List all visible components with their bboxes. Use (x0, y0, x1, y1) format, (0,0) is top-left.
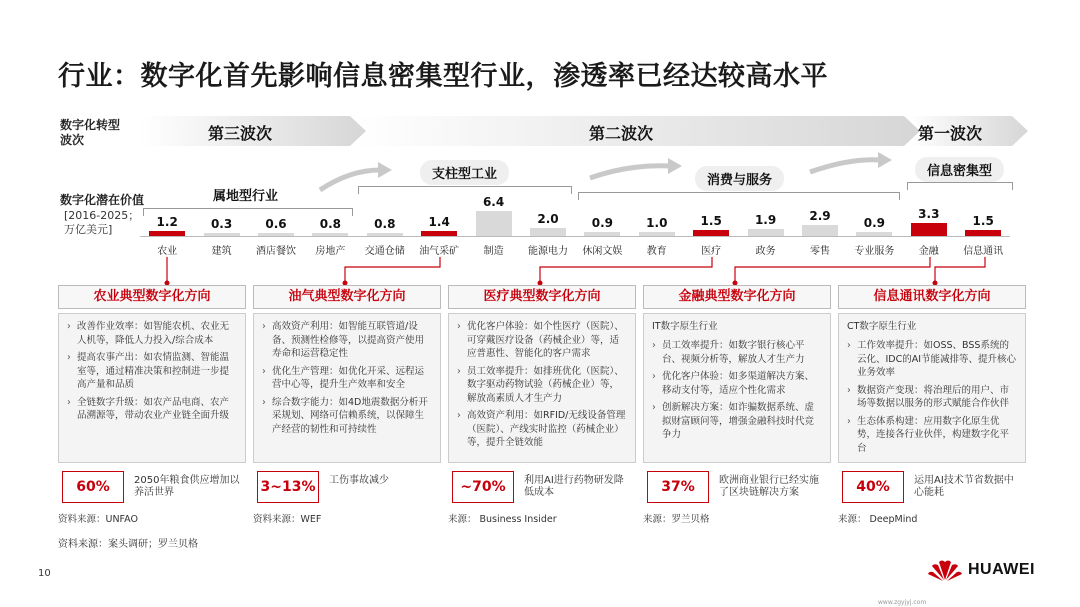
wave-arrow-band (140, 114, 1030, 150)
card-bullet-list (449, 314, 635, 450)
stat-value: ~70% (452, 471, 514, 503)
potential-value-chart (140, 186, 1030, 258)
wave-third-label: 第三波次 (208, 124, 273, 143)
stat-description: 2050年粮食供应增加以养活世界 (134, 475, 240, 498)
card-title: 信息通讯数字化方向 (838, 285, 1026, 309)
stat-value: 37% (647, 471, 709, 503)
category-label: 专业服务 (854, 246, 895, 257)
card-source: 来源： DeepMind (838, 514, 918, 525)
category-label: 能源电力 (528, 246, 568, 257)
card-source: 资料来源：WEF (253, 514, 322, 525)
bar-value-label: 3.3 (918, 207, 940, 222)
stat-description: 利用AI进行药物研发降低成本 (524, 475, 624, 498)
card-bullet-list (839, 333, 1025, 455)
wave-second-label: 第二波次 (589, 124, 654, 143)
bar-value-label: 0.8 (319, 216, 342, 231)
group-label-consumer: 消费与服务 (695, 166, 784, 191)
wave-label: 数字化转型 波次 (60, 118, 121, 147)
stat-value: 40% (842, 471, 904, 503)
category-label: 金融 (918, 246, 939, 257)
logo-text: HUAWEI (968, 561, 1035, 578)
stat-description: 工伤事故减少 (329, 475, 389, 486)
group-label-asset: 属地型行业 (213, 189, 279, 204)
wave-first-label: 第一波次 (918, 124, 983, 143)
card-bullet: › 高效资产利用：如RFID/无线设备管理（医院）、产线实时监控（药械企业）等，提升全链效能 (457, 409, 627, 450)
potential-sub-2: 万亿美元] (64, 223, 113, 236)
category-label: 油气采矿 (419, 246, 460, 257)
card-bullet: › 员工效率提升：如排班优化（医院）、数字驱动药物试验（药械企业）等，解放高素质人才生产力 (457, 365, 627, 406)
category-label: 教育 (646, 246, 667, 257)
stat-description: 欧洲商业银行已经实施了区块链解决方案 (719, 475, 819, 498)
card-bullet: › 优化客户体验：如多渠道解决方案、移动支付等，适应个性化需求 (652, 370, 822, 397)
page-number: 10 (38, 568, 51, 579)
card-bullet-list (254, 314, 440, 436)
card-body (58, 313, 246, 463)
card-body (643, 313, 831, 463)
category-label: 医疗 (701, 246, 722, 257)
category-label: 制造 (483, 246, 504, 257)
card-source: 来源： Business Insider (448, 514, 557, 525)
huawei-flower-icon (928, 558, 962, 582)
bar-value-label: 0.8 (374, 216, 396, 231)
category-label: 信息通讯 (963, 246, 1004, 257)
watermark-text: www.zgyjyj.com (878, 599, 927, 606)
bar-value-label: 1.5 (700, 214, 722, 229)
card-bullet: › 全链数字升级：如农产品电商、农产品溯源等，带动农业产业链全面升级 (67, 396, 237, 423)
bar-value-label: 1.0 (646, 216, 668, 231)
category-label: 交通仓储 (364, 246, 405, 257)
card-bullet: › 提高农事产出：如农情监测、智能温室等，通过精准决策和控制进一步提高产量和品质 (67, 351, 237, 392)
card-lead: IT数字原生行业 (652, 321, 718, 332)
group-label-pillar: 支柱型工业 (420, 160, 509, 185)
card-body (838, 313, 1026, 463)
bar-11 (748, 229, 784, 236)
bar-value-label: 0.9 (863, 216, 886, 231)
chart-baseline (140, 236, 1010, 237)
category-label: 建筑 (211, 246, 232, 257)
card-bullet: › 员工效率提升：如数字银行核心平台、视频分析等，解放人才生产力 (652, 339, 822, 366)
card-title: 医疗典型数字化方向 (448, 285, 636, 309)
bar-value-label: 0.3 (210, 217, 233, 231)
bar-value-label: 2.9 (809, 208, 831, 223)
card-lead: CT数字原生行业 (847, 321, 917, 332)
stat-value: 3~13% (257, 471, 319, 503)
category-label: 政务 (755, 246, 776, 257)
bar-7 (530, 228, 566, 236)
bar-value-label: 1.4 (428, 214, 450, 229)
page-title: 行业：数字化首先影响信息密集型行业，渗透率已经达较高水平 (58, 61, 828, 92)
bar-12 (802, 225, 838, 236)
bar-6 (476, 211, 512, 236)
card-bullet: › 生态体系构建：应用数字化原生优势，连接各行业伙伴，构建数字化平台 (847, 415, 1017, 456)
group-label-info: 信息密集型 (915, 157, 1004, 182)
card-bullet: › 改善作业效率：如智能农机、农业无人机等，降低人力投入/综合成本 (67, 320, 237, 347)
card-body (448, 313, 636, 463)
card-bullet-list (59, 314, 245, 423)
category-label: 酒店餐饮 (256, 246, 296, 257)
card-bullet-list (644, 333, 830, 442)
card-bullet: › 优化生产管理：如优化开采、远程运营中心等，提升生产效率和安全 (262, 365, 432, 392)
card-bullet: › 高效资产利用：如智能互联管道/设备、预测性检修等，以提高资产使用寿命和运营稳定性 (262, 320, 432, 361)
card-title: 油气典型数字化方向 (253, 285, 441, 309)
stat-value: 60% (62, 471, 124, 503)
category-label: 房地产 (315, 246, 346, 257)
bar-value-label: 1.2 (156, 215, 178, 230)
card-bullet: › 数据资产变现：将治理后的用户、市场等数据以服务的形式赋能合作伙伴 (847, 384, 1017, 411)
huawei-logo (928, 557, 1046, 583)
category-label: 零售 (810, 246, 830, 257)
bar-value-label: 0.6 (265, 217, 287, 231)
card-source: 来源：罗兰贝格 (643, 514, 710, 525)
footer-source: 资料来源：案头调研；罗兰贝格 (58, 539, 198, 550)
card-bullet: › 优化客户体验：如个性医疗（医院）、可穿戴医疗设备（药械企业）等，适应普惠性、智能化的客户需求 (457, 320, 627, 361)
card-source: 资料来源：UNFAO (58, 514, 138, 525)
category-label: 休闲文娱 (582, 246, 623, 257)
card-title: 农业典型数字化方向 (58, 285, 246, 309)
card-body (253, 313, 441, 463)
category-label: 农业 (157, 246, 178, 257)
stat-description: 运用AI技术节省数据中心能耗 (914, 475, 1014, 498)
bar-value-label: 0.9 (591, 216, 614, 231)
bar-value-label: 1.9 (754, 212, 777, 227)
connector-lines (0, 255, 1080, 287)
bar-value-label: 6.4 (482, 195, 505, 209)
card-bullet: › 创新解决方案：如诈骗数据系统、虚拟财富顾问等，增强金融科技时代竞争力 (652, 401, 822, 442)
potential-label: 数字化潜在价值 (60, 193, 145, 207)
potential-sub-1: [2016-2025； (64, 209, 140, 222)
bar-14 (911, 223, 947, 236)
card-bullet: › 综合数字能力：如4D地震数据分析开采规划、网络可信赖系统，以保障生产经营的韧性和可持续性 (262, 396, 432, 437)
card-title: 金融典型数字化方向 (643, 285, 831, 309)
bar-value-label: 2.0 (537, 212, 559, 227)
card-bullet: › 工作效率提升：如OSS、BSS系统的云化、IDC的AI节能减排等、提升核心业务效率 (847, 339, 1017, 380)
bar-value-label: 1.5 (972, 214, 994, 229)
